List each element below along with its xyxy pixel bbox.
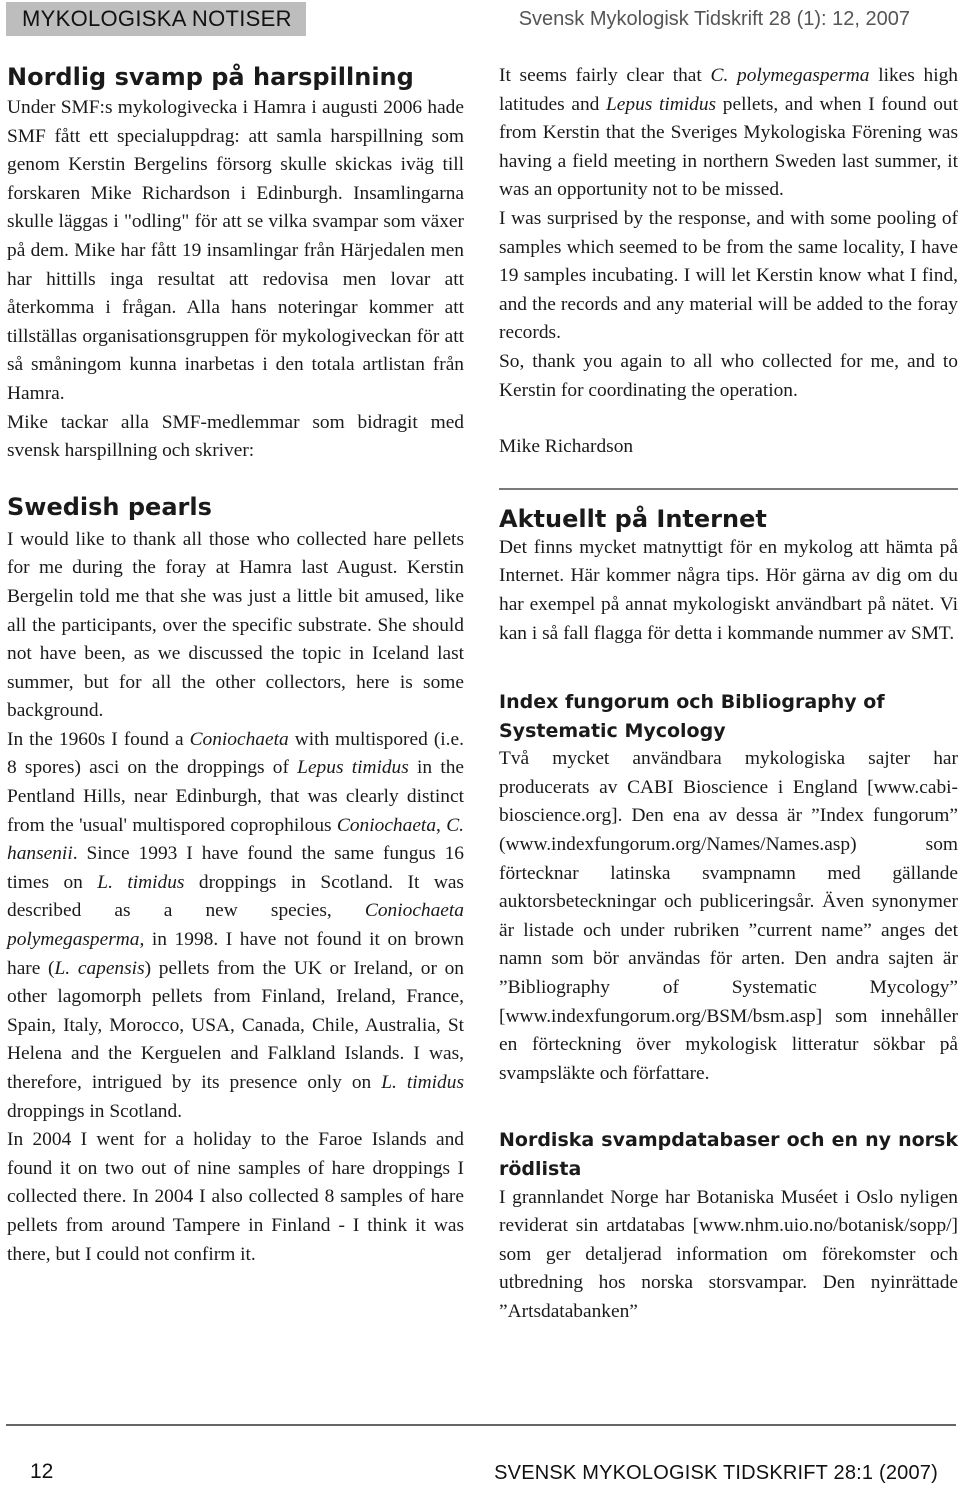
footer-journal-title: SVENSK MYKOLOGISK TIDSKRIFT 28:1 (2007)	[494, 1462, 938, 1484]
page-header	[0, 0, 960, 40]
article-title-nordlig-svamp: Nordlig svamp på harspillning	[7, 63, 414, 91]
section-label: MYKOLOGISKA NOTISER	[6, 2, 306, 36]
article-paragraph: In the 1960s I found a Coniochaeta with multispored (i.e. 8 spores) asci on the droppings of Lepus timidus in the Pentland Hills, near Edinburgh, that was clearly distinct from the 'usual' multispored coprophilous Coniochaeta, C. hansenii. Since 1993 I have found the same fungus 16 times on L. timidus droppings in Scotland. It was described as a new species, Coniochaeta polymegasperma, in 1998. I have not found it on brown hare (L. capensis) pellets from the UK or Ireland, or on other lagomorph pellets from Finland, Ireland, France, Spain, Italy, Morocco, USA, Canada, Chile, Australia, St Helena and the Kerguelen and Falkland Islands. I was, therefore, intrigued by its presence only on L. timidus droppings in Scotland.	[7, 728, 465, 1122]
section-divider	[499, 488, 958, 490]
page-number: 12	[30, 1460, 54, 1483]
article-paragraph: So, thank you again to all who collected for me, and to Kerstin for coordinating the operation.	[499, 350, 958, 401]
article-paragraph: Mike tackar alla SMF-medlemmar som bidragit med svensk harspillning och skriver:	[7, 411, 464, 462]
footer-divider	[6, 1424, 956, 1426]
subheading-index-fungorum: Index fungorum och Bibliography of Systematic Mycology	[499, 691, 885, 742]
article-title-swedish-pearls: Swedish pearls	[7, 492, 212, 521]
article-title-aktuellt: Aktuellt på Internet	[499, 504, 767, 533]
article-paragraph: In 2004 I went for a holiday to the Faroe Islands and found it on two out of nine samples of hare droppings I collected there. In 2004 I also collected 8 samples of hare pellets from around Tampere in Finland - I think it was there, but I could not confirm it.	[7, 1129, 464, 1265]
article-paragraph: I would like to thank all those who collected hare pellets for me during the foray at Hamra last August. Kerstin Bergelin told me that she was just a little bit amused, like all the participants, over the specific substrate. She should not have been, as we discussed the topic in Iceland last summer, but for all the other collectors, here is some background.	[7, 528, 464, 722]
article-paragraph: Två mycket användbara mykologiska sajter har producerats av CABI Bioscience i England [www.cabi-bioscience.org]. Den ena av dessa är ”Index fungorum” (www.indexfungorum.org/Names/Names.asp) som förtecknar latinska svampnamn med gällande auktorsbeteckningar och publiceringsår. Även synonymer är listade och under rubriken ”current name” anges det namn som bör användas för arten. Den andra sajten är ”Bibliography of Systematic Mycology” [www.indexfungorum.org/BSM/bsm.asp] som innehåller en förteckning över mykologisk litteratur sökbar på svampsläkte och författare.	[499, 748, 958, 1084]
article-paragraph: I was surprised by the response, and with some pooling of samples which seemed to be from the same locality, I have 19 samples incubating. I will let Kerstin know what I find, and the records and any material will be added to the foray records.	[499, 207, 958, 344]
article-paragraph: I grannlandet Norge har Botaniska Muséet i Oslo nyligen reviderat sin artdatabas [www.nhm.uio.no/botanisk/sopp/] som ger detaljerad information om förekomster och utbredning hos norska storsvampar. Den nyinrättade ”Artsdatabanken”	[499, 1186, 958, 1322]
article-paragraph: Det finns mycket matnyttigt för en mykolog att hämta på Internet. Här kommer några tips. Hör gärna av dig om du har exempel på annat mykologiskt användbart på nätet. Vi kan i så fall flagga för detta i kommande nummer av SMT.	[499, 536, 958, 644]
right-column	[499, 62, 958, 1327]
subheading-nordiska-svampdatabaser: Nordiska svampdatabaser och en ny norsk rödlista	[499, 1129, 958, 1180]
left-column	[7, 62, 464, 1269]
article-paragraph: Under SMF:s mykologivecka i Hamra i augusti 2006 hade SMF fått ett specialuppdrag: att samla harspillning som genom Kerstin Bergelins försorg skulle skickas iväg till forskaren Mike Richardson i Edinburgh. Insamlingarna skulle läggas i "odling" för att se vilka svampar som växer på dem. Mike har fått 19 insamlingar från Härjedalen men har hittills inga resultat att redovisa men lovar att återkomma i frågan. Alla hans noteringar kommer att tillställas organisationsgruppen för mykologiveckan för att så småningom kunna inarbetas i den totala artlistan från Hamra.	[7, 97, 464, 404]
article-paragraph-continued: It seems fairly clear that C. polymegasperma likes high latitudes and Lepus timidus pellets, and when I found out from Kerstin that the Sveriges Mykologiska Förening was having a field meeting in northern Sweden last summer, it was an opportunity not to be missed.	[499, 65, 958, 201]
journal-reference: Svensk Mykologisk Tidskrift 28 (1): 12, 2007	[518, 8, 910, 30]
author-signature: Mike Richardson	[499, 436, 634, 458]
